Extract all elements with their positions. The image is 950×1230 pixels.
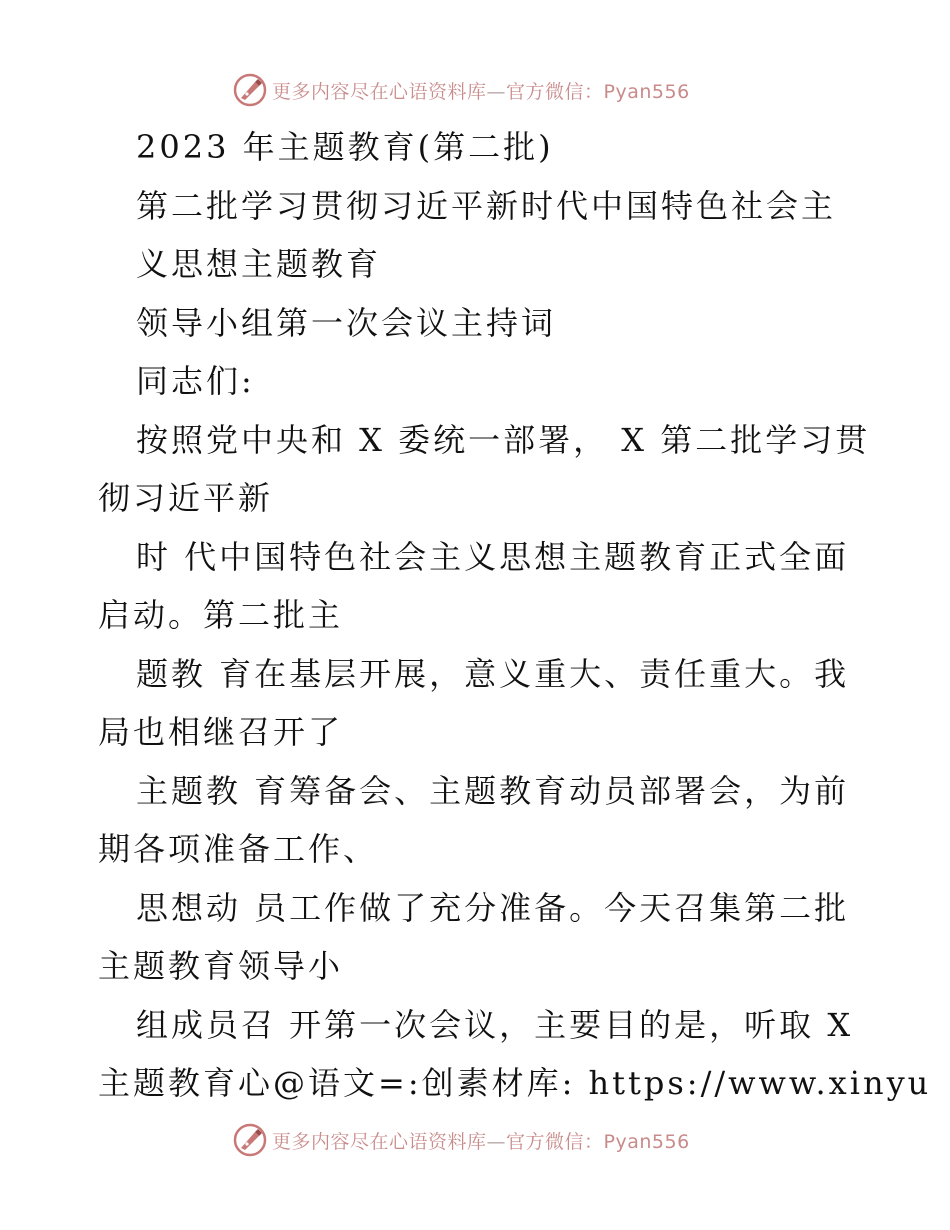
paragraph-line: 主题教育领导小 bbox=[98, 947, 344, 985]
watermark-text bbox=[272, 1127, 690, 1154]
paragraph-line: 思想动 员工作做了充分准备。今天召集第二批 bbox=[136, 888, 850, 927]
paragraph-line: 彻习近平新 bbox=[98, 479, 274, 517]
watermark-separator: — bbox=[486, 80, 507, 103]
header-watermark bbox=[232, 72, 690, 108]
document-body bbox=[98, 118, 932, 1113]
pen-nib-logo-icon bbox=[232, 72, 268, 108]
watermark-site-text: 更多内容尽在心语资料库 bbox=[272, 80, 487, 103]
paragraph-line: 主题教育心@语文=:创素材库: https://www.xinyu bbox=[98, 1064, 932, 1102]
footer-watermark bbox=[232, 1122, 690, 1158]
paragraph-line: 题教 育在基层开展，意义重大、责任重大。我 bbox=[136, 654, 850, 693]
paragraph-line: 局也相继召开了 bbox=[98, 713, 344, 751]
paragraph-line: 时 代中国特色社会主义思想主题教育正式全面 bbox=[136, 537, 850, 576]
salutation: 同志们: bbox=[136, 362, 255, 400]
paragraph-line: 期各项准备工作、 bbox=[98, 830, 379, 868]
paragraph-line: 组成员召 开第一次会议，主要目的是，听取 X bbox=[136, 1005, 854, 1044]
document-subtitle-line-3: 领导小组第一次会议主持词 bbox=[136, 303, 557, 342]
watermark-site-text: 更多内容尽在心语资料库 bbox=[272, 1130, 487, 1153]
watermark-separator: — bbox=[486, 1130, 507, 1153]
watermark-contact-text: 官方微信：Pyan556 bbox=[506, 1130, 690, 1153]
paragraph-line: 按照党中央和 X 委统一部署， X 第二批学习贯 bbox=[136, 420, 871, 459]
watermark-text bbox=[272, 77, 690, 104]
document-subtitle-line-2: 义思想主题教育 bbox=[136, 245, 382, 283]
paragraph-line: 主题教 育筹备会、主题教育动员部署会，为前 bbox=[136, 771, 850, 810]
document-subtitle-line-1: 第二批学习贯彻习近平新时代中国特色社会主 bbox=[136, 186, 837, 225]
paragraph-line: 启动。第二批主 bbox=[98, 596, 344, 634]
pen-nib-logo-icon bbox=[232, 1122, 268, 1158]
document-title: 2023 年主题教育(第二批) bbox=[136, 128, 554, 166]
watermark-contact-text: 官方微信：Pyan556 bbox=[506, 80, 690, 103]
